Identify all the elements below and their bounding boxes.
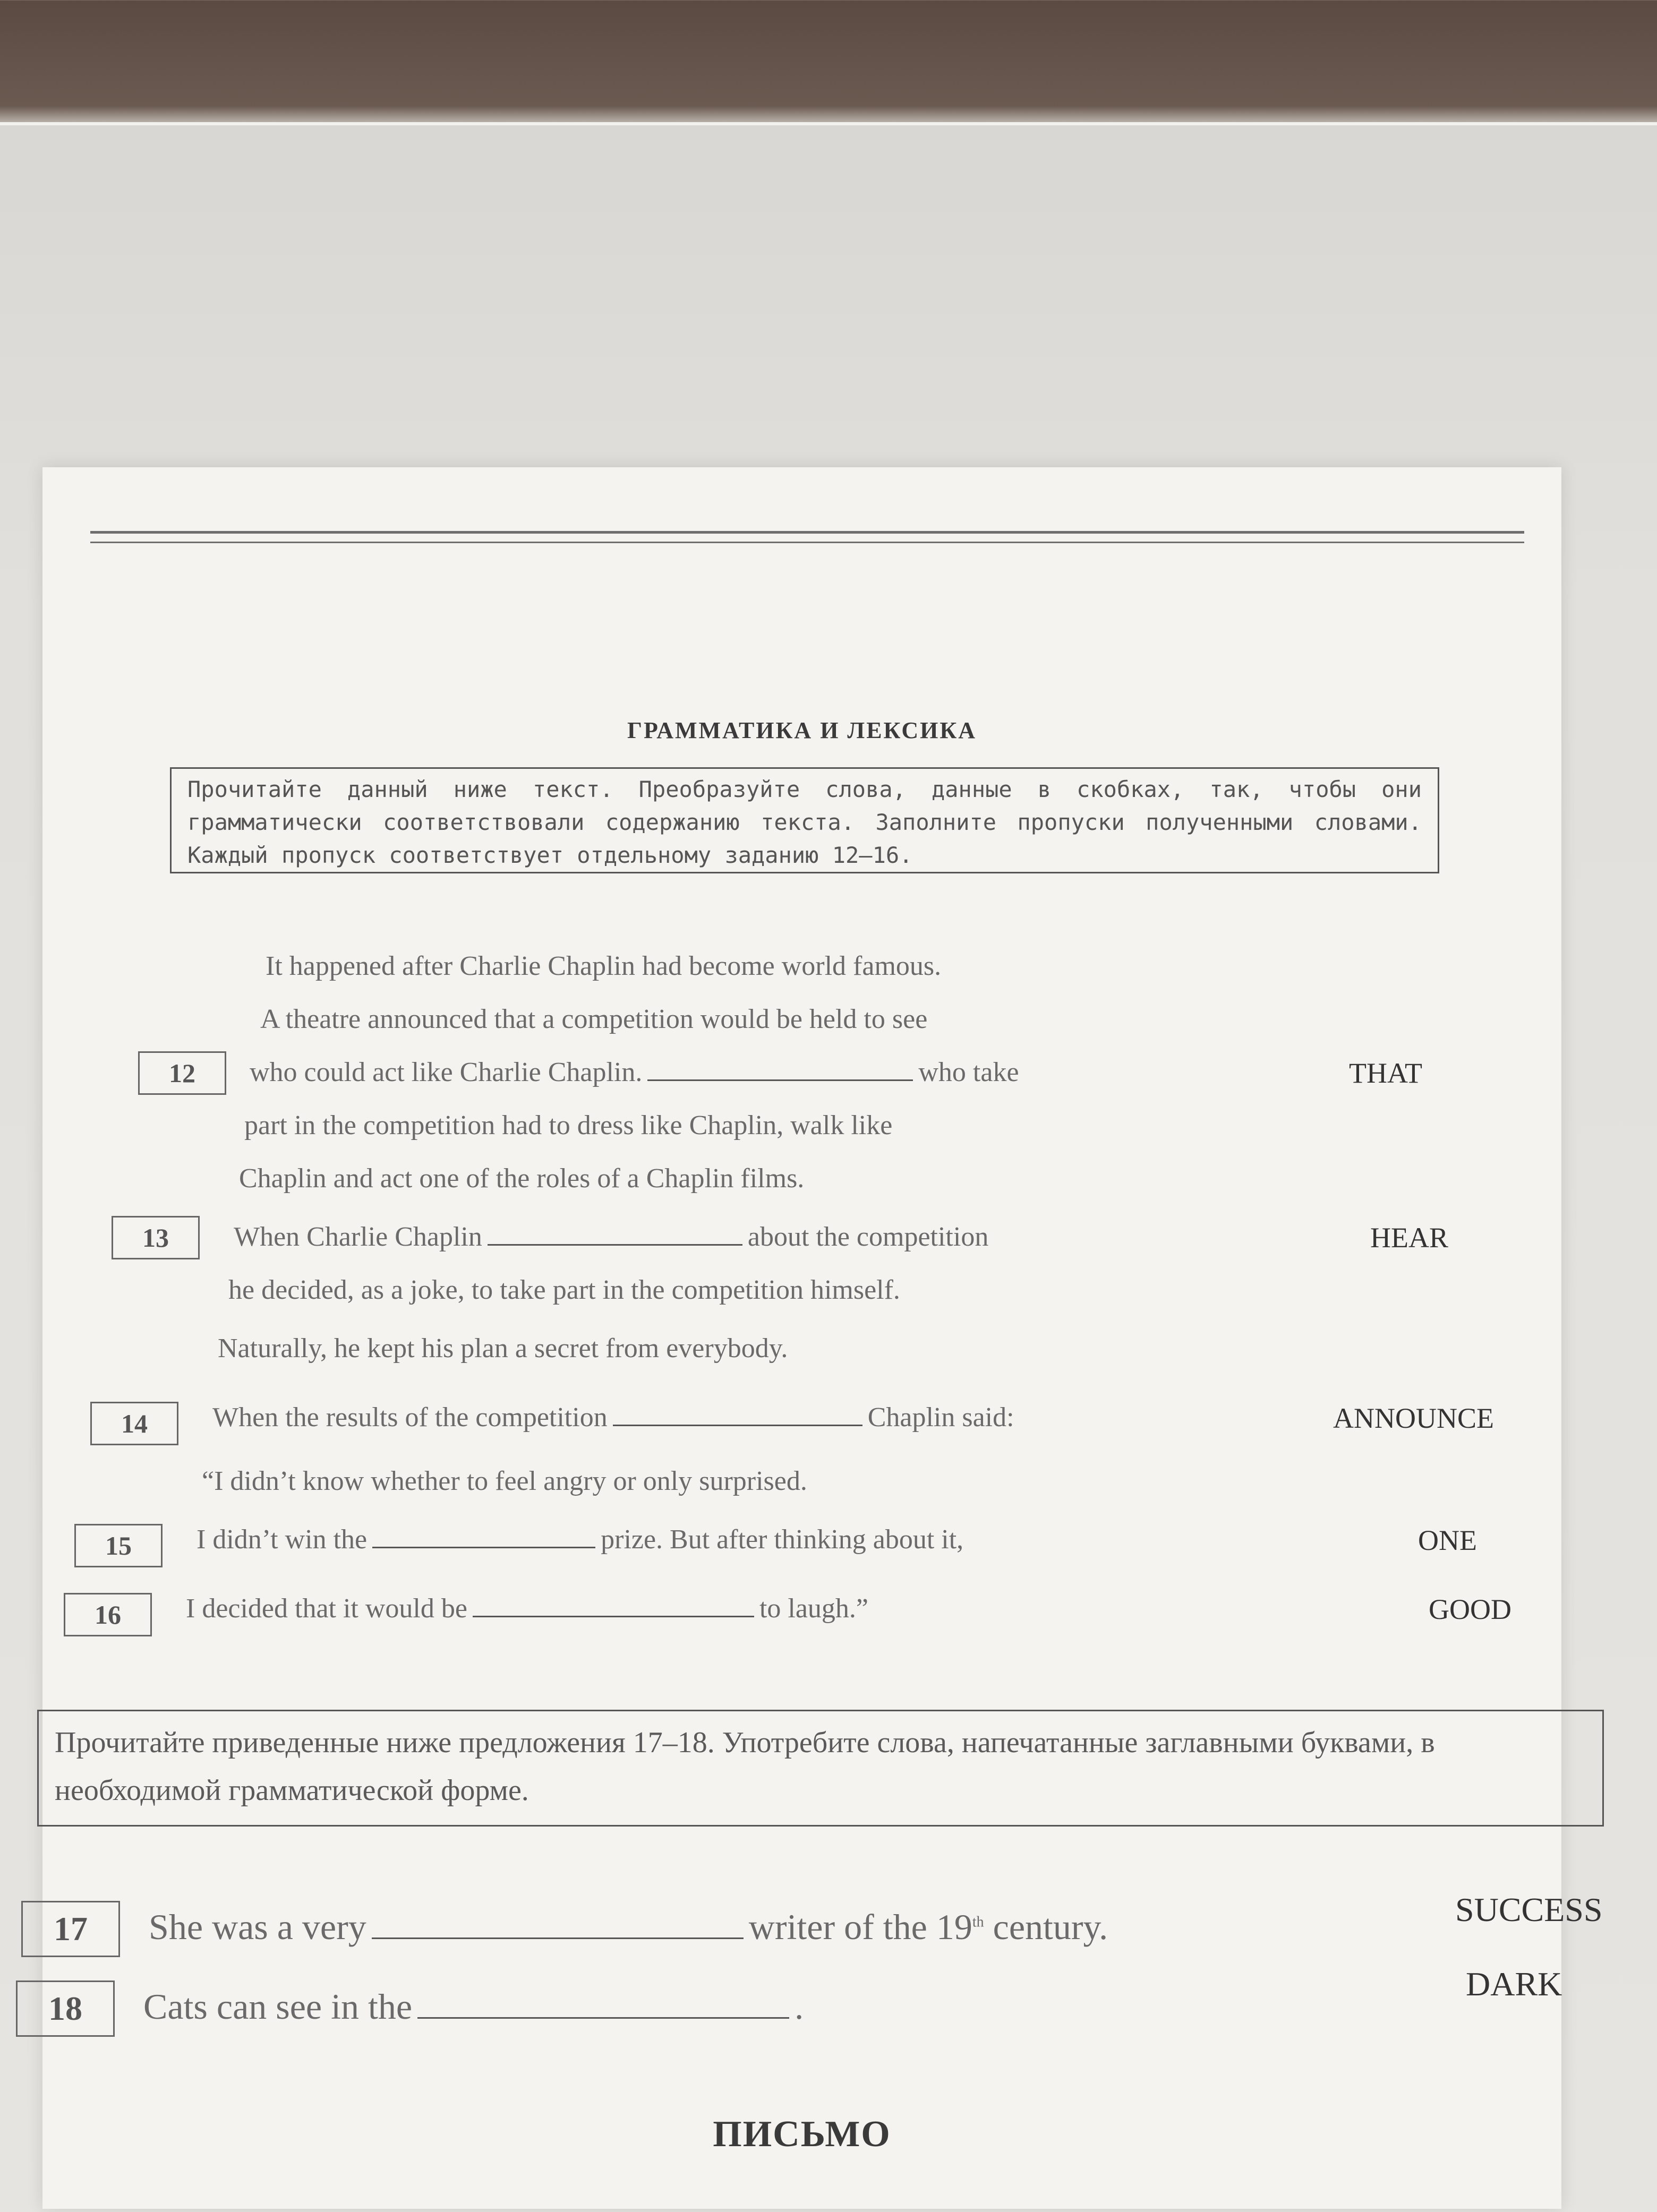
passage-line-8: Naturally, he kept his plan a secret from everybody.: [218, 1333, 788, 1364]
task-12-text-a: who could act like Charlie Chaplin.: [250, 1057, 643, 1087]
task-18-line: [143, 1986, 804, 2028]
keyword-15: ONE: [1418, 1524, 1477, 1556]
task-13-text-b: about the competition: [747, 1222, 989, 1252]
task-13-text-a: When Charlie Chaplin: [234, 1222, 482, 1252]
section-title: ГРАММАТИКА И ЛЕКСИКА: [627, 717, 977, 743]
task-12-text-b: who take: [918, 1057, 1019, 1087]
task-17-text-c: century.: [984, 1907, 1108, 1947]
keyword-16: GOOD: [1429, 1593, 1511, 1625]
task-12-line: [250, 1057, 1019, 1088]
task-17-text-a: She was a very: [149, 1907, 366, 1947]
answer-blank-18[interactable]: [417, 1987, 789, 2019]
keyword-17: SUCCESS: [1455, 1891, 1603, 1928]
task-number-box: 17: [21, 1901, 120, 1957]
task-18-text-b: .: [795, 1986, 804, 2027]
task-17-line: [149, 1906, 1108, 1948]
task-14-text-b: Chaplin said:: [867, 1402, 1014, 1433]
ordinal-suffix: th: [972, 1914, 984, 1931]
passage-line-5: Chaplin and act one of the roles of a Chaplin films.: [239, 1163, 805, 1194]
top-rule-2: [90, 542, 1524, 543]
answer-blank-15[interactable]: [372, 1525, 595, 1548]
task-number-box: 12: [138, 1051, 226, 1095]
task-16-text-a: I decided that it would be: [186, 1593, 467, 1624]
answer-blank-13[interactable]: [488, 1223, 742, 1246]
keyword-12: THAT: [1349, 1057, 1422, 1089]
task-16-text-b: to laugh.”: [759, 1593, 869, 1624]
task-number-box: 13: [112, 1216, 200, 1259]
passage-line-4: part in the competition had to dress like Chaplin, walk like: [244, 1110, 893, 1141]
answer-blank-17[interactable]: [372, 1908, 744, 1939]
keyword-13: HEAR: [1370, 1222, 1448, 1254]
task-14-text-a: When the results of the competition: [212, 1402, 608, 1433]
task-15-line: [197, 1524, 963, 1555]
task-16-line: [186, 1593, 868, 1624]
keyword-14: ANNOUNCE: [1333, 1402, 1494, 1434]
task-15-text-a: I didn’t win the: [197, 1524, 368, 1555]
task-14-line: [212, 1402, 1014, 1433]
task-number-box: 14: [90, 1402, 178, 1445]
top-rule: [90, 531, 1524, 534]
answer-blank-14[interactable]: [613, 1403, 862, 1426]
answer-blank-12[interactable]: [647, 1058, 913, 1081]
task-number-box: 18: [16, 1980, 115, 2037]
passage-line-1: It happened after Charlie Chaplin had become world famous.: [266, 951, 942, 981]
answer-blank-16[interactable]: [473, 1594, 754, 1617]
task-17-text-b: writer of the 19: [748, 1907, 972, 1947]
section-title-writing: ПИСЬМО: [713, 2114, 891, 2155]
keyword-18: DARK: [1466, 1965, 1562, 2003]
passage-line-7: he decided, as a joke, to take part in the competition himself.: [228, 1275, 900, 1305]
task-15-text-b: prize. But after thinking about it,: [601, 1524, 964, 1555]
instructions-box-17-18: Прочитайте приведенные ниже предложения 17–18. Употребите слова, напечатанные заглавными буквами, в необходимой грамматической форме.: [37, 1710, 1604, 1827]
passage-line-2: A theatre announced that a competition would be held to see: [260, 1004, 928, 1034]
task-number-box: 15: [74, 1524, 163, 1567]
passage-line-10: “I didn’t know whether to feel angry or only surprised.: [202, 1466, 807, 1496]
task-13-line: [234, 1221, 988, 1253]
task-number-box: 16: [64, 1593, 152, 1636]
exam-sheet: [42, 467, 1603, 2209]
task-18-text-a: Cats can see in the: [143, 1986, 413, 2027]
instructions-box-12-16: Прочитайте данный ниже текст. Преобразуйте слова, данные в скобках, так, чтобы они грамматически соответствовали содержанию текста. Заполните пропуски полученными словами. Каждый пропуск соответствует отдельному заданию 12–16.: [170, 767, 1439, 873]
